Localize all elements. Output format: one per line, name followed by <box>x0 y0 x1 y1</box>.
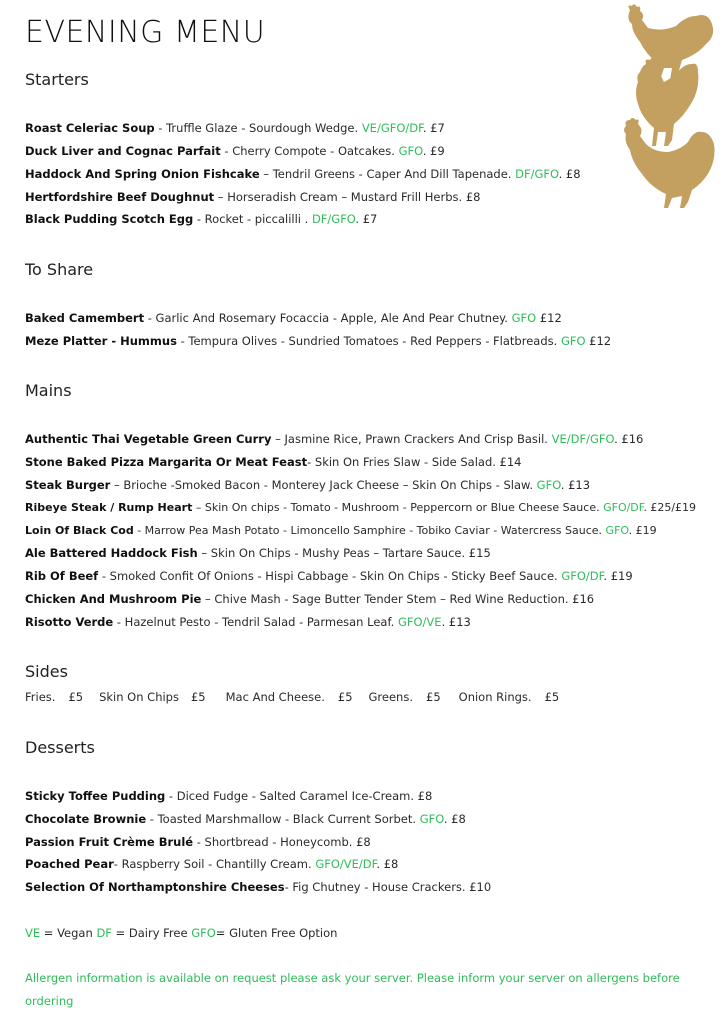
legend-gfo: GFO <box>191 926 216 940</box>
section-heading-desserts: Desserts <box>25 738 95 757</box>
item-description: – Chive Mash - Sage Butter Tender Stem – Red Wine Reduction. £16 <box>201 592 595 606</box>
dietary-tag: GFO <box>511 311 537 325</box>
item-description: - Diced Fudge - Salted Caramel Ice-Cream. £8 <box>165 789 433 803</box>
menu-item <box>25 857 714 871</box>
item-name: Selection Of Northamptonshire Cheeses <box>25 880 285 894</box>
dietary-tag: VE/DF/GFO <box>551 432 615 446</box>
item-name: Passion Fruit Crème Brulé <box>25 835 194 849</box>
menu-item <box>25 311 714 325</box>
item-name: Sticky Toffee Pudding <box>25 789 166 803</box>
menu-item <box>25 455 714 469</box>
side-price: £5 <box>337 690 353 704</box>
side-label: Greens. <box>368 690 413 704</box>
dietary-tag: GFO/VE <box>397 615 442 629</box>
item-name: Authentic Thai Vegetable Green Curry <box>25 432 272 446</box>
menu-item <box>25 212 714 226</box>
item-name: Roast Celeriac Soup <box>25 121 155 135</box>
item-price: . £7 <box>355 212 378 226</box>
legend-df: DF <box>96 926 112 940</box>
dietary-tag: GFO <box>536 478 561 492</box>
menu-item <box>25 190 714 204</box>
menu-item <box>25 478 714 492</box>
item-description: - Shortbread - Honeycomb. £8 <box>193 835 371 849</box>
item-description: - Cherry Compote - Oatcakes. <box>220 144 399 158</box>
item-name: Baked Camembert <box>25 311 145 325</box>
legend-ve-text: = Vegan <box>40 926 97 940</box>
item-name: Stone Baked Pizza Margarita Or Meat Feast <box>25 455 308 469</box>
dietary-tag: DF/GFO <box>515 167 559 181</box>
menu-item <box>25 789 714 803</box>
section-heading-starters: Starters <box>25 70 89 89</box>
item-description: - Smoked Confit Of Onions - Hispi Cabbage - Skin On Chips - Sticky Beef Sauce. <box>98 569 562 583</box>
sides-list <box>25 690 714 704</box>
item-description: – Brioche -Smoked Bacon - Monterey Jack Cheese – Skin On Chips - Slaw. <box>110 478 537 492</box>
item-name: Loin Of Black Cod <box>25 524 134 537</box>
item-name: Risotto Verde <box>25 615 114 629</box>
side-price: £5 <box>68 690 84 704</box>
item-description: – Horseradish Cream – Mustard Frill Herbs. £8 <box>214 190 481 204</box>
item-name: Ale Battered Haddock Fish <box>25 546 198 560</box>
item-price: . £9 <box>422 144 445 158</box>
item-description: – Jasmine Rice, Prawn Crackers And Crisp Basil. <box>271 432 552 446</box>
item-description: - Hazelnut Pesto - Tendril Salad - Parmesan Leaf. <box>113 615 398 629</box>
item-description: – Tendril Greens - Caper And Dill Tapenade. <box>259 167 516 181</box>
menu-item <box>25 121 714 135</box>
menu-title: EVENING MENU <box>25 15 266 50</box>
item-name: Chocolate Brownie <box>25 812 147 826</box>
item-description: - Fig Chutney - House Crackers. £10 <box>284 880 492 894</box>
dietary-tag: DF/GFO <box>311 212 356 226</box>
legend-ve: VE <box>25 926 41 940</box>
dietary-tag: GFO <box>560 334 586 348</box>
item-name: Steak Burger <box>25 478 111 492</box>
item-price: £12 <box>536 311 562 325</box>
item-name: Hertfordshire Beef Doughnut <box>25 190 215 204</box>
item-name: Black Pudding Scotch Egg <box>25 212 194 226</box>
side-price: £5 <box>190 690 206 704</box>
menu-item <box>25 592 714 606</box>
side-label: Onion Rings. <box>458 690 532 704</box>
item-price: . £19 <box>603 569 633 583</box>
dietary-tag: GFO/DF <box>561 569 604 583</box>
item-price: . £19 <box>628 524 657 537</box>
item-price: . £16 <box>614 432 644 446</box>
item-description: – Skin On Chips - Mushy Peas – Tartare Sauce. £15 <box>197 546 491 560</box>
dietary-tag: GFO <box>605 524 629 537</box>
allergen-note-line-1: Allergen information is available on request please ask your server. Please inform your server on allergens before <box>25 971 680 985</box>
item-description: - Raspberry Soil - Chantilly Cream. <box>113 857 316 871</box>
item-name: Rib Of Beef <box>25 569 99 583</box>
item-description: - Skin On Fries Slaw - Side Salad. £14 <box>307 455 522 469</box>
dietary-tag: GFO <box>398 144 423 158</box>
item-price: . £13 <box>560 478 591 492</box>
menu-item <box>25 812 714 826</box>
menu-item <box>25 569 714 583</box>
menu-item <box>25 880 714 894</box>
item-name: Haddock And Spring Onion Fishcake <box>25 167 260 181</box>
item-name: Duck Liver and Cognac Parfait <box>25 144 221 158</box>
menu-item <box>25 524 714 537</box>
section-heading-mains: Mains <box>25 381 72 400</box>
item-name: Poached Pear <box>25 857 114 871</box>
item-price: . £8 <box>443 812 466 826</box>
item-description: - Marrow Pea Mash Potato - Limoncello Samphire - Tobiko Caviar - Watercress Sauce. <box>133 524 606 537</box>
side-price: £5 <box>426 690 441 704</box>
item-description: - Truffle Glaze - Sourdough Wedge. <box>154 121 362 135</box>
side-price: £5 <box>544 690 560 704</box>
legend-df-text: = Dairy Free <box>111 926 192 940</box>
item-price: . £25/£19 <box>643 501 697 514</box>
menu-item <box>25 615 714 629</box>
dietary-tag: GFO/DF <box>603 501 644 514</box>
item-description: - Toasted Marshmallow - Black Current Sorbet. <box>146 812 420 826</box>
item-price: . £8 <box>558 167 581 181</box>
item-name: Meze Platter - Hummus <box>25 334 177 348</box>
item-description: - Garlic And Rosemary Focaccia - Apple, Ale And Pear Chutney. <box>144 311 512 325</box>
item-price: . £8 <box>376 857 399 871</box>
menu-item <box>25 167 714 181</box>
section-heading-to-share: To Share <box>25 260 94 279</box>
item-price: . £13 <box>441 615 471 629</box>
side-label: Fries. <box>25 690 56 704</box>
side-label: Mac And Cheese. <box>225 690 325 704</box>
item-name: Chicken And Mushroom Pie <box>25 592 202 606</box>
item-name: Ribeye Steak / Rump Heart <box>25 501 193 514</box>
dietary-tag: GFO <box>419 812 444 826</box>
section-heading-sides: Sides <box>25 662 68 681</box>
menu-item <box>25 334 714 348</box>
menu-item <box>25 501 714 514</box>
item-price: £12 <box>585 334 612 348</box>
item-description: – Skin On chips - Tomato - Mushroom - Peppercorn or Blue Cheese Sauce. <box>192 501 604 514</box>
item-description: - Tempura Olives - Sundried Tomatoes - Red Peppers - Flatbreads. <box>176 334 561 348</box>
item-description: - Rocket - piccalilli . <box>193 212 312 226</box>
legend-gfo-text: = Gluten Free Option <box>215 926 338 940</box>
menu-item <box>25 144 714 158</box>
item-price: . £7 <box>422 121 445 135</box>
dietary-tag: GFO/VE/DF <box>315 857 377 871</box>
side-label: Skin On Chips <box>99 690 179 704</box>
dietary-legend <box>25 926 714 940</box>
menu-item <box>25 432 714 446</box>
dietary-tag: VE/GFO/DF <box>361 121 423 135</box>
allergen-note-line-2: ordering <box>25 994 74 1008</box>
menu-item <box>25 835 714 849</box>
menu-item <box>25 546 714 560</box>
